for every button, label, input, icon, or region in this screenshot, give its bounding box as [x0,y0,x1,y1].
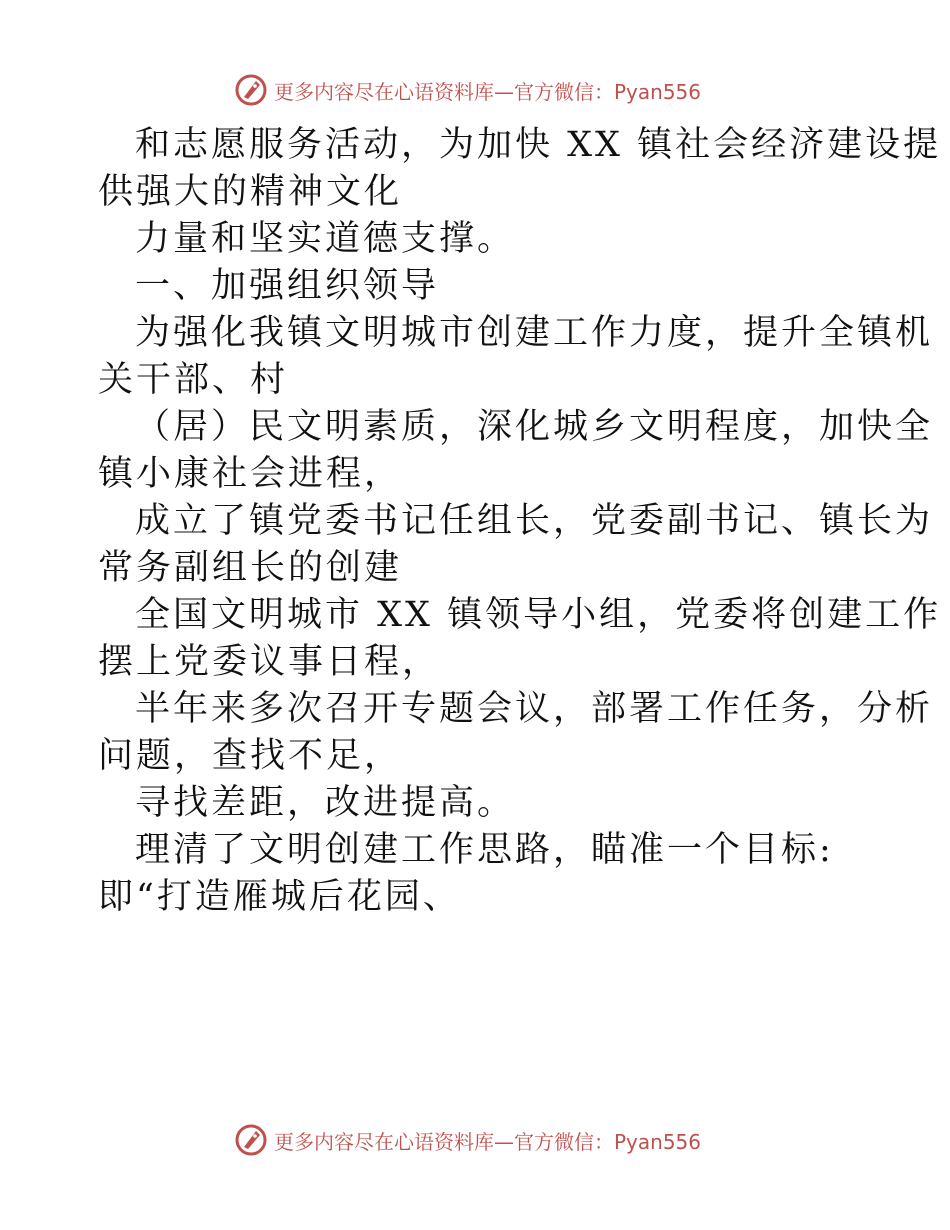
text-line: 问题，查找不足， [98,736,403,776]
text-line: 即“打造雁城后花园、 [98,877,461,917]
text-line: 常务副组长的创建 [98,548,403,588]
pen-nib-circle-icon [234,73,268,107]
text-line: 和志愿服务活动，为加快 XX 镇社会经济建设提 [135,125,942,165]
text-line: 成立了镇党委书记任组长，党委副书记、镇长为 [135,501,934,541]
text-line: 半年来多次召开专题会议，部署工作任务，分析 [135,689,934,729]
pen-nib-circle-icon [234,1123,268,1157]
text-line: 为强化我镇文明城市创建工作力度，提升全镇机 [135,313,934,353]
section-heading: 一、加强组织领导 [135,266,440,306]
text-line: 全国文明城市 XX 镇领导小组，党委将创建工作 [135,595,942,635]
text-line: 寻找差距，改进提高。 [135,783,516,823]
footer-watermark [234,1120,754,1160]
text-line: 镇小康社会进程， [98,454,403,494]
text-line: 供强大的精神文化 [98,172,403,212]
watermark-text: 更多内容尽在心语资料库—官方微信：Pyan556 [274,1129,702,1154]
text-line: 关干部、村 [98,360,289,400]
watermark-text: 更多内容尽在心语资料库—官方微信：Pyan556 [274,79,702,104]
document-body [98,122,942,921]
text-line: 理清了文明创建工作思路，瞄准一个目标: [135,830,834,870]
text-line: （居）民文明素质，深化城乡文明程度，加快全 [135,407,934,447]
text-line: 力量和坚实道德支撑。 [135,219,516,259]
text-line: 摆上党委议事日程， [98,642,441,682]
header-watermark [234,70,754,110]
